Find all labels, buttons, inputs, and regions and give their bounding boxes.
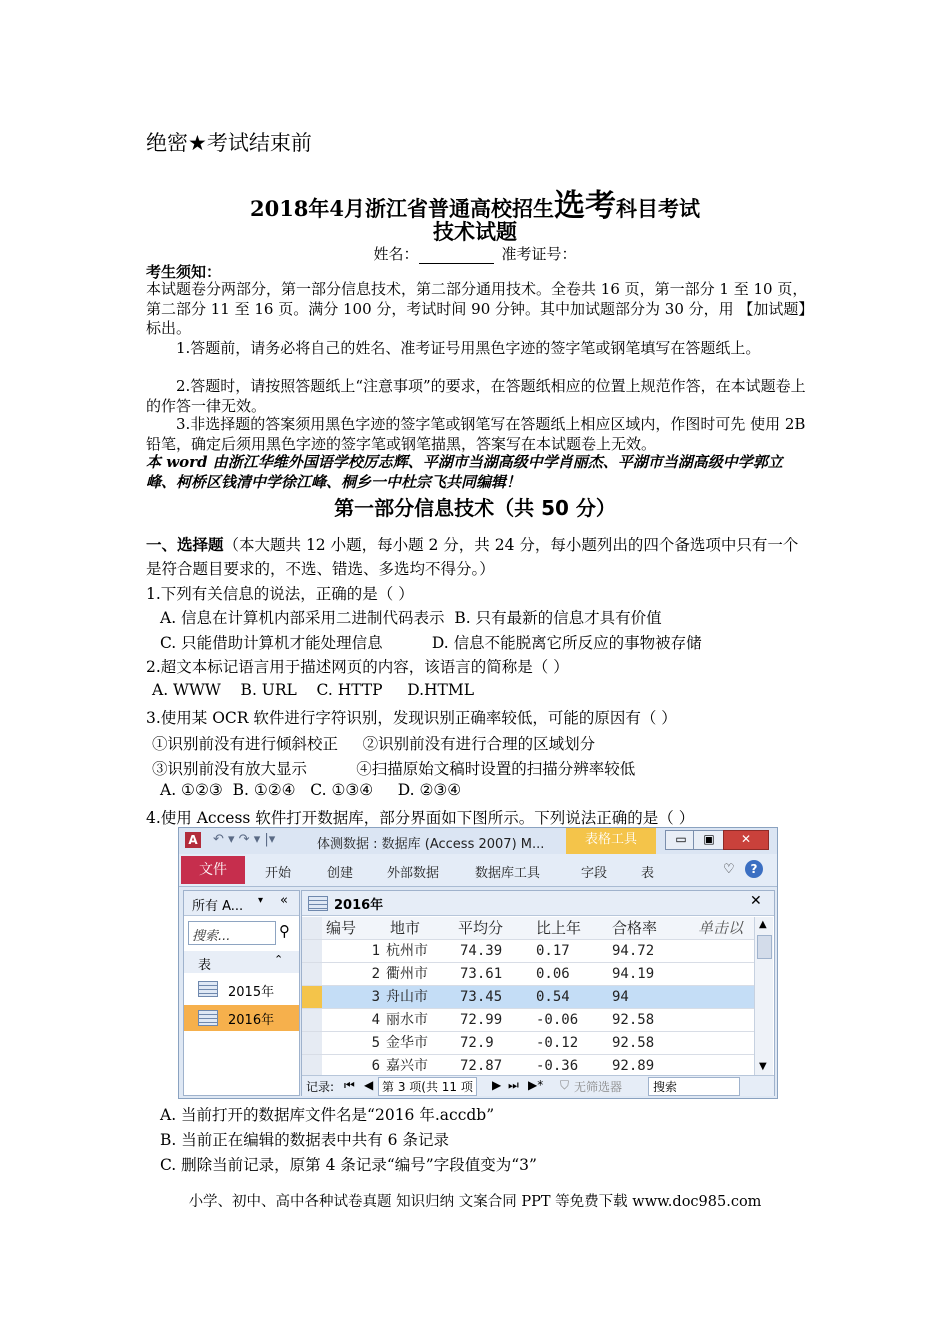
confidential-mark: 绝密★考试结束前 (146, 131, 312, 155)
cell-city[interactable]: 杭州市 (386, 943, 428, 959)
column-header-row (302, 917, 768, 940)
table-row[interactable] (302, 1032, 768, 1055)
cell-city[interactable]: 丽水市 (386, 1012, 428, 1028)
tab-table[interactable]: 表 (641, 866, 655, 881)
cell-pass-rate[interactable]: 94.19 (612, 966, 655, 982)
first-record-icon[interactable]: ⏮ (344, 1078, 355, 1092)
nav-collapse-icon[interactable]: « (280, 893, 288, 908)
column-header-id[interactable]: 编号 (326, 919, 357, 937)
question-4-option-b: B. 当前正在编辑的数据表中共有 6 条记录 (160, 1131, 449, 1149)
notice-paragraph-3: 2.答题时，请按照答题纸上“注意事项”的要求，在答题纸相应的位置上规范作答，在本试题卷上的作答一律无效。 (146, 377, 806, 415)
nav-item-label: 2016年 (228, 1013, 275, 1028)
cell-pass-rate[interactable]: 94.72 (612, 943, 655, 959)
cell-average[interactable]: 73.61 (460, 966, 503, 982)
previous-record-icon[interactable]: ◀ (364, 1078, 374, 1092)
tab-file[interactable]: 文件 (181, 856, 245, 884)
cell-id[interactable]: 4 (371, 1012, 380, 1028)
title-prefix: 2018年4月浙江省普通高校招生 (249, 196, 555, 221)
cell-id[interactable]: 5 (371, 1035, 380, 1051)
page-footer: 小学、初中、高中各种试卷真题 知识归纳 文案合同 PPT 等免费下载 www.doc985.com (188, 1194, 762, 1210)
question-1: 1.下列有关信息的说法，正确的是（ ） (146, 585, 414, 603)
scroll-up-icon[interactable]: ▲ (759, 919, 767, 930)
name-id-line (0, 243, 950, 264)
cell-id[interactable]: 1 (371, 943, 380, 959)
table-row[interactable] (302, 963, 768, 986)
notice-paragraph-1: 本试题卷分两部分，第一部分信息技术，第二部分通用技术。全卷共 16 页，第一部分 1 至 10 页，第二部分 11 至 16 页。满分 100 分，考试时间 90 分钟。其中加试题部分为 30 分，用 【加试题】标出。 (146, 280, 808, 338)
row-selector[interactable] (302, 1032, 322, 1054)
row-selector[interactable] (302, 1009, 322, 1031)
chevron-down-icon[interactable]: ♡ (723, 862, 735, 877)
question-4: 4.使用 Access 软件打开数据库，部分界面如下图所示。下列说法正确的是（ ） (146, 809, 695, 827)
part-one-title: 第一部分信息技术（共 50 分） (334, 496, 616, 520)
tab-fields[interactable]: 字段 (581, 866, 608, 881)
cell-id[interactable]: 3 (371, 989, 380, 1005)
nav-dropdown-icon[interactable]: ▾ (258, 895, 264, 906)
record-label: 记录: (306, 1080, 335, 1094)
cell-city[interactable]: 衢州市 (386, 966, 428, 982)
nav-group-label: 表 (198, 958, 212, 973)
nav-item-2016[interactable] (184, 1005, 299, 1031)
cell-city[interactable]: 舟山市 (386, 989, 428, 1005)
close-button[interactable]: ✕ (723, 830, 769, 850)
question-3-options: A. ①②③ B. ①②④ C. ①③④ D. ②③④ (160, 781, 462, 799)
title-suffix: 科目考试 (616, 196, 701, 221)
tab-home[interactable]: 开始 (265, 866, 292, 881)
section-intro (146, 533, 811, 581)
cell-change[interactable]: 0.17 (536, 943, 570, 959)
tab-database-tools[interactable]: 数据库工具 (475, 866, 541, 881)
question-1-options-ab: A. 信息在计算机内部采用二进制代码表示 B. 只有最新的信息才具有价值 (160, 609, 662, 627)
cell-change[interactable]: -0.12 (536, 1035, 579, 1051)
restore-button[interactable]: ▣ (693, 830, 725, 850)
navigation-pane (183, 890, 300, 1096)
datasheet (301, 890, 775, 1096)
name-label: 姓名： (373, 245, 419, 263)
cell-average[interactable]: 74.39 (460, 943, 503, 959)
cell-id[interactable]: 6 (371, 1058, 380, 1074)
tab-create[interactable]: 创建 (327, 866, 354, 881)
table-icon (198, 1010, 218, 1026)
new-record-icon[interactable]: ▶* (528, 1078, 544, 1092)
last-record-icon[interactable]: ⏭ (508, 1078, 519, 1092)
access-app-icon: A (185, 832, 201, 848)
minimize-button[interactable]: ▭ (665, 830, 697, 850)
nav-group-tables[interactable] (184, 951, 299, 973)
question-2: 2.超文本标记语言用于描述网页的内容，该语言的简称是（ ） (146, 658, 569, 676)
cell-average[interactable]: 72.99 (460, 1012, 503, 1028)
column-header-average[interactable]: 平均分 (458, 919, 504, 937)
table-icon (198, 981, 218, 997)
cell-change[interactable]: 0.06 (536, 966, 570, 982)
notice-paragraph-4: 3.非选择题的答案须用黑色字迹的签字笔或钢笔写在答题纸上相应区域内，作图时可先 使用 2B 铅笔，确定后须用黑色字迹的签字笔或钢笔描黑，答案写在本试题卷上无效。 (146, 415, 806, 453)
quick-access-toolbar-icon[interactable]: ↶ ▾ ↷ ▾ |▾ (213, 832, 276, 847)
row-selector[interactable] (302, 940, 322, 962)
cell-average[interactable]: 72.87 (460, 1058, 503, 1074)
section-description: （本大题共 12 小题，每小题 2 分，共 24 分，每小题列出的四个备选项中只有一个是符合题目要求的，不选、错选、多选均不得分。） (146, 536, 799, 578)
access-screenshot (178, 827, 778, 1099)
column-header-pass-rate[interactable]: 合格率 (612, 919, 658, 937)
cell-pass-rate[interactable]: 92.58 (612, 1012, 655, 1028)
question-4-option-a: A. 当前打开的数据库文件名是“2016 年.accdb” (160, 1106, 495, 1124)
id-label: 准考证号： (501, 245, 577, 263)
cell-average[interactable]: 72.9 (460, 1035, 494, 1051)
table-row[interactable] (302, 1009, 768, 1032)
row-selector-corner[interactable] (302, 917, 322, 939)
row-selector[interactable] (302, 986, 322, 1008)
cell-id[interactable]: 2 (371, 966, 380, 982)
question-3-line-1: ①识别前没有进行倾斜校正 ②识别前没有进行合理的区域划分 (152, 735, 596, 753)
name-blank (419, 249, 494, 264)
cell-average[interactable]: 73.45 (460, 989, 503, 1005)
nav-header[interactable] (184, 891, 299, 916)
question-3: 3.使用某 OCR 软件进行字符识别，发现识别正确率较低，可能的原因有（ ） (146, 709, 677, 727)
ribbon-tabs (179, 854, 777, 887)
notice-paragraph-2: 1.答题前，请务必将自己的姓名、准考证号用黑色字迹的签字笔或钢笔填写在答题纸上。 (176, 339, 761, 357)
table-tools-group: 表格工具 (566, 828, 656, 854)
table-row[interactable] (302, 940, 768, 963)
question-4-option-c: C. 删除当前记录，原第 4 条记录“编号”字段值变为“3” (160, 1156, 537, 1174)
scroll-down-icon[interactable]: ▼ (759, 1061, 767, 1072)
column-header-add[interactable]: 单击以 (698, 919, 744, 937)
nav-search-placeholder: 搜索... (192, 929, 231, 944)
filter-status[interactable]: 无筛选器 (574, 1080, 623, 1094)
title-emphasis: 选考 (554, 188, 617, 224)
table-icon (308, 896, 328, 911)
nav-search-input[interactable] (188, 921, 276, 945)
document-tab-label: 2016年 (334, 898, 384, 913)
next-record-icon[interactable]: ▶ (492, 1078, 502, 1092)
column-header-city[interactable]: 地市 (390, 919, 421, 937)
record-search-input[interactable]: 搜索 (648, 1077, 740, 1096)
question-1-options-cd: C. 只能借助计算机才能处理信息 D. 信息不能脱离它所反应的事物被存储 (160, 634, 702, 652)
nav-item-2015[interactable] (184, 977, 299, 1003)
table-row-selected[interactable] (302, 986, 768, 1009)
tab-external-data[interactable]: 外部数据 (387, 866, 440, 881)
collapse-group-icon[interactable]: ⌃ (274, 953, 284, 966)
window-title: 体测数据 : 数据库 (Access 2007) M... (317, 837, 545, 852)
record-navigator (302, 1075, 774, 1096)
section-label: 一、选择题 (146, 535, 224, 554)
close-icon[interactable]: ✕ (750, 893, 762, 909)
cell-pass-rate[interactable]: 92.89 (612, 1058, 655, 1074)
cell-city[interactable]: 嘉兴市 (386, 1058, 428, 1074)
row-selector[interactable] (302, 963, 322, 985)
editor-credit: 本 word 由浙江华维外国语学校厉志辉、平湖市当湖高级中学肖丽杰、平湖市当湖高级中学郭立峰、柯桥区钱清中学徐江峰、桐乡一中杜宗飞共同编辑！ (146, 453, 783, 491)
exam-subtitle: 技术试题 (433, 219, 517, 244)
column-header-change[interactable]: 比上年 (536, 919, 582, 937)
document-tab[interactable] (302, 891, 774, 916)
record-position-field[interactable]: 第 3 项(共 11 项 (378, 1077, 477, 1096)
nav-header-label: 所有 A... (192, 899, 244, 914)
cell-pass-rate[interactable]: 94 (612, 989, 629, 1005)
question-3-line-2: ③识别前没有放大显示 ④扫描原始文稿时设置的扫描分辨率较低 (152, 760, 636, 778)
filter-icon[interactable]: ⛉ (560, 1078, 570, 1092)
cell-change[interactable]: 0.54 (536, 989, 570, 1005)
scrollbar-thumb[interactable] (757, 935, 772, 959)
cell-change[interactable]: -0.06 (536, 1012, 579, 1028)
access-titlebar (179, 828, 777, 854)
vertical-scrollbar[interactable] (754, 917, 773, 1077)
cell-pass-rate[interactable]: 92.58 (612, 1035, 655, 1051)
row-selector[interactable] (302, 1055, 322, 1077)
nav-item-label: 2015年 (228, 985, 275, 1000)
notice-heading: 考生须知： (146, 263, 222, 281)
question-2-options: A. WWW B. URL C. HTTP D.HTML (152, 681, 475, 699)
cell-city[interactable]: 金华市 (386, 1035, 428, 1051)
search-icon[interactable]: ⚲ (279, 922, 290, 940)
cell-change[interactable]: -0.36 (536, 1058, 579, 1074)
help-icon[interactable]: ? (745, 860, 763, 878)
